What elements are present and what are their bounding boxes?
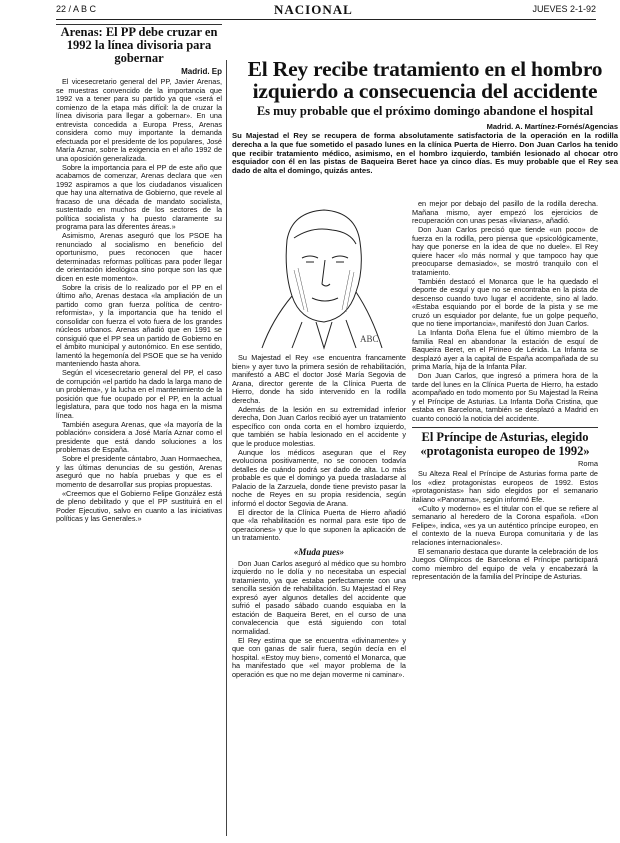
main-article-body-2 — [232, 560, 406, 680]
main-article-body-1 — [232, 354, 406, 543]
paragraph: en mejor por debajo del pasillo de la rodilla derecha. Mañana mismo, ayer empezó los ejercicios de recuperación con unas pesas «livianas», añadió. — [412, 200, 598, 225]
main-article-head — [232, 58, 618, 176]
page-folio: 22 / A B C — [56, 4, 97, 14]
top-rule — [56, 24, 222, 25]
paragraph: El Rey estima que se encuentra «divinamente» y que con ganas de salir fuera, según decía en el hospital. «Estoy muy bien», comentó el Monarca, que ha manifestado que «el mayor problema de la operación es que no me dejan moverme ni caminar». — [232, 635, 406, 679]
paragraph: Su Alteza Real el Príncipe de Asturias forma parte de los «diez protagonistas europeos de 1992. Estos «protagonistas» han sido elegidos por el semanario italiano «Panorama», según informó Efe. — [412, 469, 598, 504]
portrait-illustration — [232, 200, 406, 350]
main-subheadline: Es muy probable que el próximo domingo abandone el hospital — [256, 104, 594, 118]
paragraph: El vicesecretario general del PP, Javier Arenas, se muestras convencido de la importancia que 1992 va a tener para su partido ya que «será el comienzo de la etapa más difícil: la de cruzar la línea divisoria para llegar a gobernar». En una entrevista concedida a Europa Press, Arenas considera como muy importante la demanda efectuada por el presidente de los populares, José María Aznar, sobre la exigencia en el año 1992 de una oposición generalizada. — [56, 77, 222, 163]
paragraph: El semanario destaca que durante la celebración de los Juegos Olímpicos de Barcelona el Príncipe participará como miembro del equipo de vela y encabezará la representación de la familia del Príncipe de Asturias. — [412, 546, 598, 581]
left-article-body — [56, 78, 222, 524]
paragraph: Sobre el presidente cántabro, Juan Hormaechea, y las últimas denuncias de su gestión, Arenas aseguró que no había pruebas y que es el momento de desarrollar sus propias propuestas. — [56, 454, 222, 489]
sidebar-body — [412, 470, 598, 582]
left-article-headline: Arenas: El PP debe cruzar en 1992 la línea divisoria para gobernar — [60, 26, 218, 65]
section-title: NACIONAL — [274, 2, 353, 17]
paragraph: Aunque los médicos aseguran que el Rey evoluciona positivamente, no se conocen todavía detalles de cuándo podrá ser dado de alta. Lo más probable es que el domingo ya pueda trasladarse al Palacio de la Zarzuela, donde tiene previsto pasar la noche de Reyes en su propia residencia, según informó el doctor Segovia de Arana. — [232, 447, 406, 508]
paragraph: «Creemos que el Gobierno Felipe González está de pleno debilitado y que el PP sustituirá en el Poder Ejecutivo, salvo en cuanto a las iniciativas políticas y las Generales.» — [56, 488, 222, 523]
paragraph: La Infanta Doña Elena fue el último miembro de la familia Real en abandonar la estación de esquí de Baqueira Beret, en el Pirineo de Lérida. La Infanta se desplazó ayer a la capital de España acompañada de su prima María, hija de la Infanta Pilar. — [412, 328, 598, 371]
paragraph: Sobre la crisis de lo realizado por el PP en el último año, Arenas destaca «la ampliación de un partido como gran fuerza política de centro-reformista», y la importancia que ha tenido el consolidar con fuerza el voto fuera de los grandes núcleos urbanos. Arenas añadió que en 1991 se consiguió que el PP sea un partido de Gobierno en el ámbito municipal y autonómico. En ese sentido, lamentó la hegemonía del PSOE que se ha venido manteniendo hasta ahora. — [56, 282, 222, 368]
sidebar-headline: El Príncipe de Asturias, elegido «protagonista europeo de 1992» — [420, 430, 590, 458]
paragraph: El director de la Clínica Puerta de Hierro añadió que «la rehabilitación es normal para este tipo de operaciones» y que lo que suponen la aplicación de un tratamiento. — [232, 507, 406, 542]
portrait-caption: ABC — [360, 334, 379, 344]
paragraph: Su Majestad el Rey «se encuentra francamente bien» y ayer tuvo la primera sesión de rehabilitación, manifestó a ABC el doctor José María Segovia de Arana, director gerente de la Clínica Puerta de Hierro, donde ha sido intervenido en la rodilla derecha. — [232, 353, 406, 405]
sidebar-location: Roma — [577, 459, 598, 468]
left-article-location: Madrid. Ep — [181, 67, 222, 76]
main-lead: Su Majestad el Rey se recupera de forma absolutamente satisfactoria de la operación en la rodilla derecha a la que fue sometido el pasado lunes en la clínica Puerta de Hierro. Don Juan Carlos ha tenido que recibir tratamiento médico, asimismo, en el hombro izquierdo, también lesionado al chocar otro esquiador con él en las pistas de Baqueira Beret hace ya cinco días. Es muy probable que el Rey sea dado de alta el domingo, quizás antes. — [232, 131, 618, 176]
page-header — [56, 4, 596, 20]
paragraph: Don Juan Carlos precisó que tiende «un poco» de fuerza en la rodilla, pero piensa que «psicológicamente, hay que ponerse en la idea de que no duele». El Rey quiere hacer «lo más normal y que tampoco hay que preocuparse demasiado», se mostró tranquilo con el tratamiento. — [412, 225, 598, 277]
paragraph: También asegura Arenas, que «la mayoría de la población» considera a José María Aznar como el presidente que está dando soluciones a los problemas de España. — [56, 419, 222, 454]
sidebar-article — [412, 427, 598, 582]
paragraph: Don Juan Carlos, que ingresó a primera hora de la tarde del lunes en la Clínica Puerta de Hierro, ha estado acompañado en todo momento por Su Majestad la Reina y el Príncipe de Asturias. La Infanta Doña Cristina, que estaba en Barcelona, también se desplazó a Madrid en cuanto conoció la noticia del accidente. — [412, 371, 598, 423]
paragraph: Asimismo, Arenas aseguró que los PSOE ha renunciado al socialismo en beneficio del oportunismo, pues reconocen que hacer determinadas reformas políticas para poder llegar de orientación ideológica sino porque son las que dicen en este momento». — [56, 231, 222, 283]
paragraph: Sobre la importancia para el PP de este año que acabamos de comenzar, Arenas declara que «en 1992 aspiramos a que los ciudadanos visualicen que hay una alternativa de Gobierno, que revele al fracaso de una década de mandato socialista, sustentado en muchos de los sectores de la política socialista y ha puesto claramente su programa para las diferentes áreas.» — [56, 162, 222, 231]
main-article-column-1 — [232, 200, 406, 840]
paragraph: También destacó el Monarca que le ha quedado el deporte de esquí y que no se encontraba en la pista de descenso cuando tuvo lugar el accidente, sino al lado. «Estaba esquiando por el borde de la pista y se me cruzó un esquiador por delante, fue un golpe pequeño, que no tiene importancia», manifestó don Juan Carlos. — [412, 276, 598, 328]
paragraph: «Culto y moderno» es el titular con el que se refiere al semanario al heredero de la Corona española. «Don Felipe», indica, «es ya un auténtico príncipe europeo, en el contexto de la nueva Europa comunitaria y de las relaciones internacionales». — [412, 503, 598, 547]
left-article — [56, 26, 222, 836]
main-article-column-2 — [412, 200, 598, 840]
column-divider — [226, 60, 227, 836]
main-minihead: «Muda pues» — [293, 546, 345, 557]
main-headline: El Rey recibe tratamiento en el hombro izquierdo a consecuencia del accidente — [247, 57, 603, 103]
main-byline: Madrid. A. Martínez-Fornés/Agencias — [486, 122, 618, 131]
paragraph: Además de la lesión en su extremidad inferior derecha, Don Juan Carlos recibió ayer un tratamiento específico con onda corta en el hombro izquierdo, que también se había lesionado en el accidente y que le produce molestias. — [232, 404, 406, 448]
paragraph: Según el vicesecretario general del PP, el caso de corrupción «el partido ha dado la larga mano de un problema», y la lucha en el mantenimiento de la posición que fue ocupado por el PP, en la actual legislatura, para que todo nos haga en la misma línea. — [56, 368, 222, 420]
issue-date: JUEVES 2-1-92 — [532, 4, 596, 14]
main-article-body-3 — [412, 200, 598, 423]
paragraph: Don Juan Carlos aseguró al médico que su hombro izquierdo no le dolía y no necesitaba un especial tratamiento, ya que estaba perfectamente con una sencilla sesión de rehabilitación. Su Majestad el Rey expresó ayer algunos detalles del accidente que sufrió el pasado sábado cuando esquiaba en la estación de Baqueira Beret, en el curso de una convalecencia que está siguiendo con total normalidad. — [232, 558, 406, 636]
